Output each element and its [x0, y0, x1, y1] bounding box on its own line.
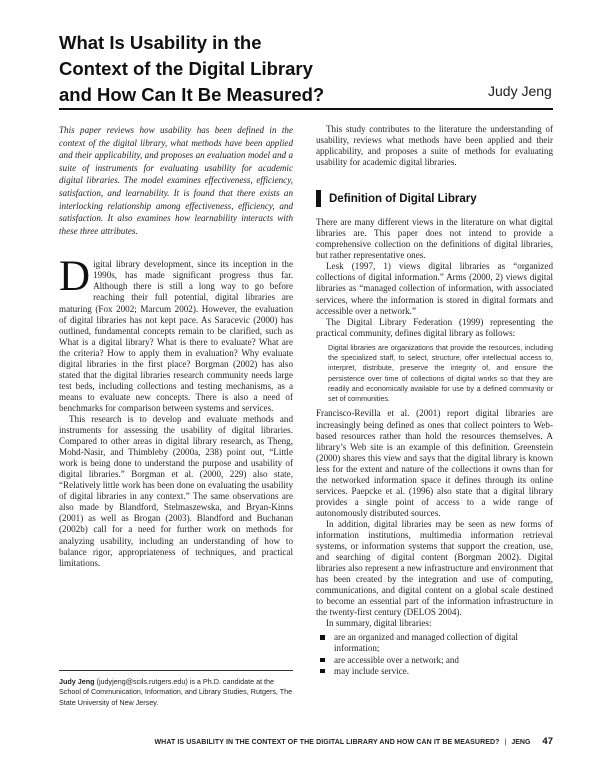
list-item-text: may include service. [334, 665, 409, 676]
research-paragraph: This research is to develop and evaluate methods and instruments for assessing the usability of digital libraries. Compared to other areas in digital library research, as Theng, Mohd-Nasir, and Thimbleby (2000a, 238) point out, “Little work is being done to understand the purpose and usability of digital libraries.” Borgman et al. (2000, 229) also state, “Relatively little work has been done on evaluating the usability of digital libraries in any context.” The same observations are also made by Blandford, Stelmaszewska, and Bryan-Kinns (2001) as well as Brogan (2003). Blandford and Buchanan (2002b) call for a need for further work on methods for analyzing usability, including an understanding of how to balance rigor, appropriateness of techniques, and practical limitations. [59, 414, 293, 568]
page-footer [120, 736, 553, 747]
intro-paragraph-text: igital library development, since its inception in the 1990s, has made significant progress thus far. Although there is still a long way to go before reaching their full potential, digital libraries are maturing (Fox 2002; Marcum 2002). However, the evaluation of digital libraries has not kept pace. As Saracevic (2000) has outlined, fundamental concepts remain to be clarified, such as What is a digital library? What is there to evaluate? What are the criteria? How to apply them in evaluation? Why evaluate digital libraries in the first place? Borgman (2002) has also stated that the digital libraries research community needs large test beds, including collections and testing mechanisms, as a means to evaluate new concepts. There is also a need of benchmarks for comparison between systems and services. [59, 259, 293, 413]
left-column [59, 124, 293, 569]
author-footnote [59, 670, 293, 708]
definition-paragraph-1: There are many different views in the literature on what digital libraries are. This paper does not intend to provide a comprehensive collection on the definitions of digital libraries, but rather representative ones. [316, 217, 553, 261]
contribution-paragraph: This study contributes to the literature the understanding of usability, reviews what methods have been applied and their applicability, and proposes a suite of methods for evaluating usability for academic digital libraries. [316, 124, 553, 168]
drop-cap: D [59, 253, 91, 301]
list-item [316, 655, 553, 666]
definition-body [316, 217, 553, 676]
footnote-text [59, 677, 293, 708]
definition-paragraph-4: Francisco-Revilla et al. (2001) report digital libraries are increasingly being defined as ones that collect pointers to Web-based resources rather than hold the resources themselves. A library’s Web site is an example of this definition. Greenstein (2000) shares this view and says that the digital library is known less for the extent and nature of the collections it owns than for the networked information space it defines through its online services. Paepcke et al. (1996) also state that a digital library provides a single point of access to a wide range of autonomously distributed sources. [316, 408, 553, 518]
title-divider [59, 108, 553, 110]
definition-paragraph-5: In addition, digital libraries may be seen as new forms of information institutions, multimedia information retrieval systems, or information systems that support the creation, use, and searching of digital content (Borgman 2002). Digital libraries also represent a new infrastructure and environment that has been created by the integration and use of computing, communications, and digital content on a global scale destined to become an essential part of the information infrastructure in the twenty-first century (DELOS 2004). [316, 518, 553, 618]
list-item [316, 632, 553, 654]
title-line-3: and How Can It Be Measured? [59, 84, 325, 105]
footer-separator: | [504, 739, 507, 746]
title-line-1: What Is Usability in the [59, 32, 262, 53]
bullet-square-icon [320, 658, 325, 663]
title-line-2: Context of the Digital Library [59, 58, 313, 79]
definition-paragraph-2: Lesk (1997, 1) views digital libraries as “organized collections of digital information.” Arms (2000, 2) views digital libraries as “managed collection of information, with associated services, where the information is stored in digital formats and accessible over a network.” [316, 261, 553, 316]
footnote-affiliation: (judyjeng@scils.rutgers.edu) is a Ph.D. candidate at the School of Communication, Information, and Library Studies, Rutgers, The State University of New Jersey. [59, 677, 293, 707]
abstract-text: This paper reviews how usability has been defined in the context of the digital library, what methods have been applied and their applicability, and proposes an evaluation model and a suite of instruments for evaluating usability for academic digital libraries. The model examines effectiveness, efficiency, satisfaction, and learnability. It is found that there exists an interlocking relationship among effectiveness, efficiency, and satisfaction. It also examines how learnability interacts with these three attributes. [59, 125, 293, 236]
bullet-square-icon [320, 635, 325, 640]
block-quote-text: Digital libraries are organizations that provide the resources, including the specialized staff, to select, structure, offer intellectual access to, interpret, distribute, preserve the integrity of, and ensure the persistence over time of collections of digital works so that they are readily and economically available for use by a defined community or set of communities. [328, 342, 553, 404]
left-body [59, 253, 293, 568]
definition-paragraph-6: In summary, digital libraries: [326, 618, 432, 629]
definition-paragraph-3: The Digital Library Federation (1999) representing the practical community, defines digital library as follows: [316, 316, 553, 338]
section-heading-text: Definition of Digital Library [329, 192, 477, 205]
bullet-square-icon [320, 669, 325, 674]
list-item-text: are accessible over a network; and [334, 654, 459, 665]
article-title [59, 30, 359, 108]
section-heading [316, 190, 553, 207]
list-item [316, 666, 553, 677]
block-quote [328, 343, 553, 405]
footer-author: JENG [511, 739, 531, 746]
right-column [316, 124, 553, 677]
list-item-text: are an organized and managed collection of digital information; [334, 632, 518, 654]
abstract [59, 124, 293, 237]
page-number: 47 [542, 736, 553, 747]
right-body [316, 124, 553, 168]
author-name: Judy Jeng [488, 83, 552, 99]
footnote-author: Judy Jeng [59, 677, 95, 686]
intro-paragraph [59, 253, 293, 414]
summary-list [316, 632, 553, 676]
heading-bar [316, 190, 321, 207]
running-title: WHAT IS USABILITY IN THE CONTEXT OF THE DIGITAL LIBRARY AND HOW CAN IT BE MEASURED? [154, 739, 500, 746]
